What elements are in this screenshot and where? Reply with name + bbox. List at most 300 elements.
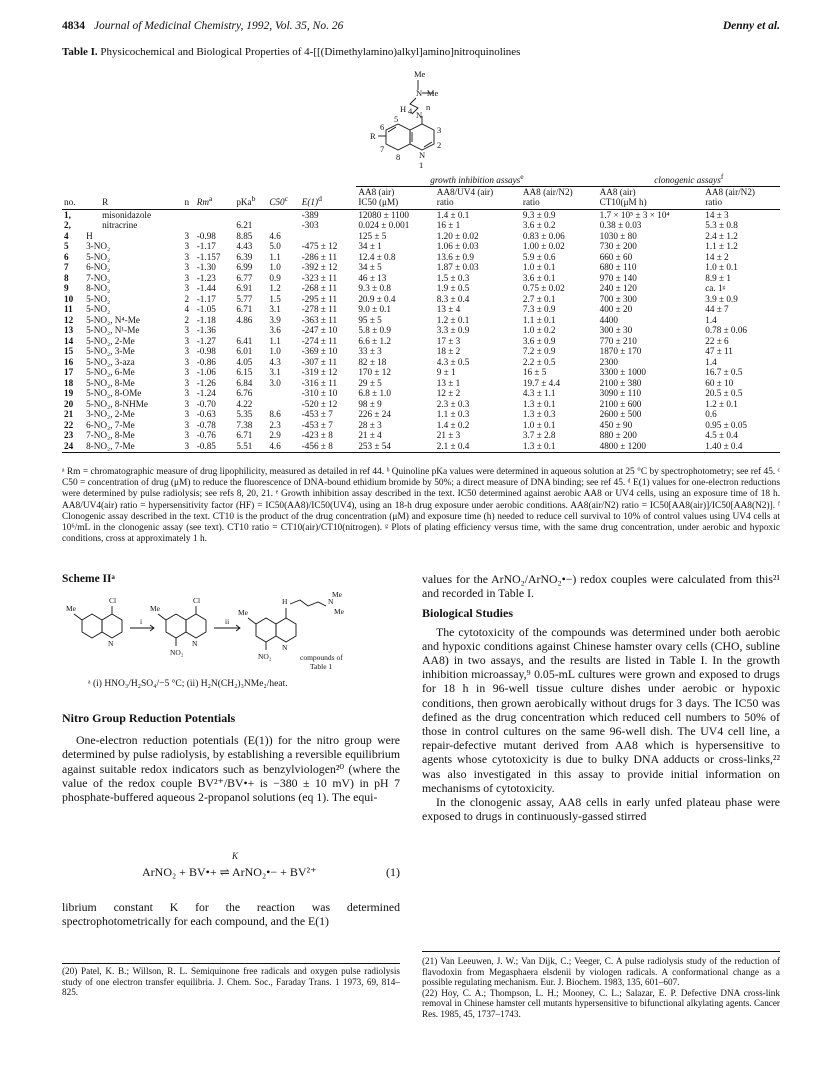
cell-c50: 1.1 bbox=[269, 335, 281, 346]
cell-ct10: 3300 ± 1000 bbox=[599, 367, 646, 378]
cell-no: 11 bbox=[64, 304, 73, 315]
cell-rm: -0.70 bbox=[196, 398, 216, 409]
cell-anoxic-ratio: 3.6 ± 0.2 bbox=[522, 220, 556, 231]
col-ct: AA8 (air) CT10(μM h) bbox=[598, 186, 704, 209]
cell-n: 2 bbox=[184, 314, 190, 325]
cell-hf-ratio: 4.3 ± 0.5 bbox=[436, 356, 470, 367]
cell-n: 4 bbox=[184, 304, 190, 315]
cell-e1: -389 bbox=[301, 209, 319, 220]
cell-rm: -1.05 bbox=[196, 304, 216, 315]
cell-e1: -319 ± 12 bbox=[301, 367, 338, 378]
cell-anoxic-ratio: 1.3 ± 0.3 bbox=[522, 409, 556, 420]
cell-n: 3 bbox=[183, 441, 195, 453]
cell-n: 3 bbox=[184, 283, 190, 294]
col-pka: pKa$^b$ bbox=[234, 186, 267, 209]
cell-r: 5-NO₂ bbox=[86, 251, 111, 262]
cell-no: 21 bbox=[64, 409, 74, 420]
cell-anoxic-ratio: 3.6 ± 0.9 bbox=[522, 335, 556, 346]
struct-nh: N bbox=[416, 110, 423, 120]
cell-c50: 2.3 bbox=[269, 419, 281, 430]
cell-ct10: 2600 ± 500 bbox=[599, 409, 642, 420]
cell-hf-ratio: 1.4 ± 0.1 bbox=[436, 209, 470, 220]
table-row bbox=[62, 378, 780, 389]
cell-ct10: 300 ± 30 bbox=[599, 325, 633, 336]
cell-c50: 2.9 bbox=[269, 430, 281, 441]
table-label: Table I. bbox=[62, 46, 98, 58]
cell-anoxic-ratio: 1.1 ± 0.1 bbox=[522, 314, 556, 325]
table-row bbox=[62, 283, 780, 294]
cell-anoxic-ratio: 1.3 ± 0.1 bbox=[521, 441, 598, 453]
cell-hf-ratio: 1.4 ± 0.2 bbox=[436, 419, 470, 430]
cell-ct10: 970 ± 140 bbox=[599, 272, 637, 283]
cell-ct10: 4800 ± 1200 bbox=[598, 441, 704, 453]
cell-n: 3 bbox=[184, 241, 190, 252]
cell-r: 5-NO₂ bbox=[86, 304, 111, 315]
cell-r: 5-NO₂, N¹-Me bbox=[86, 325, 140, 336]
cell-ct10: 730 ± 200 bbox=[599, 241, 637, 252]
cell-rm: -1.17 bbox=[196, 241, 216, 252]
cell-ct10-ratio: 1.0 ± 0.1 bbox=[705, 262, 738, 273]
cell-ct10-ratio: 0.6 bbox=[705, 409, 717, 420]
col-c50: C50$^c$ bbox=[267, 186, 299, 209]
cell-ct10: 3090 ± 110 bbox=[599, 388, 642, 399]
table-row bbox=[62, 430, 780, 441]
struct-n: n bbox=[426, 102, 431, 112]
scheme-no2-2: NO₂ bbox=[170, 648, 184, 657]
journal-citation: Journal of Medicinal Chemistry, 1992, Vol. 35, No. 26 bbox=[93, 20, 344, 32]
cell-ct10: 660 ± 60 bbox=[599, 251, 633, 262]
cell-ic50: 125 ± 5 bbox=[358, 230, 387, 241]
scheme-h-3: H bbox=[282, 597, 288, 606]
cell-c50: 5.0 bbox=[269, 241, 281, 252]
cell-r: 5-NO₂, N⁴-Me bbox=[86, 314, 140, 325]
scheme-no2-3: NO₂ bbox=[258, 652, 272, 661]
cell-hf-ratio: 1.9 ± 0.5 bbox=[436, 283, 470, 294]
scheme-diagram bbox=[62, 590, 362, 676]
cell-r: 8-NO₂, 7-Me bbox=[84, 441, 182, 453]
cell-r: 5-NO₂, 8-OMe bbox=[86, 388, 142, 399]
cell-no: 22 bbox=[64, 419, 74, 430]
cell-ic50: 28 ± 3 bbox=[358, 419, 382, 430]
cell-ct10-ratio: 1.2 ± 0.1 bbox=[705, 398, 738, 409]
table-row bbox=[62, 336, 780, 347]
cell-ic50: 0.024 ± 0.001 bbox=[358, 220, 410, 231]
cell-n: 3 bbox=[184, 272, 190, 283]
cell-c50: 1.5 bbox=[269, 293, 281, 304]
cell-e1: -453 ± 7 bbox=[301, 419, 333, 430]
cell-r: 8-NO₂ bbox=[86, 283, 111, 294]
cell-rm: -1.24 bbox=[196, 388, 216, 399]
cell-ct10-ratio: 3.9 ± 0.9 bbox=[705, 293, 738, 304]
scheme-n-1: N bbox=[108, 639, 114, 648]
cell-ic50: 95 ± 5 bbox=[358, 314, 382, 325]
cell-e1: -268 ± 11 bbox=[301, 283, 338, 294]
cell-pka: 6.21 bbox=[236, 220, 253, 231]
cell-no: 23 bbox=[64, 430, 74, 441]
cell-anoxic-ratio: 1.3 ± 0.1 bbox=[522, 398, 556, 409]
cell-anoxic-ratio: 1.0 ± 0.2 bbox=[522, 325, 556, 336]
cell-hf-ratio: 21 ± 3 bbox=[436, 430, 461, 441]
table-row bbox=[62, 367, 780, 378]
cell-rm: -0.86 bbox=[196, 356, 216, 367]
table-row bbox=[62, 441, 780, 453]
cell-c50 bbox=[267, 399, 299, 410]
cell-ct10-ratio: 8.9 ± 1 bbox=[705, 272, 731, 283]
cell-pka: 4.86 bbox=[236, 314, 253, 325]
cell-ct10-ratio: 0.78 ± 0.06 bbox=[705, 325, 748, 336]
cell-no: 17 bbox=[64, 367, 74, 378]
cell-no: 6 bbox=[64, 251, 69, 262]
table-row bbox=[62, 420, 780, 431]
scheme-step-2: ii bbox=[225, 617, 230, 626]
cell-ic50: 226 ± 24 bbox=[358, 409, 391, 420]
cell-pka: 5.77 bbox=[236, 293, 253, 304]
cell-pka: 6.71 bbox=[236, 430, 253, 441]
cell-hf-ratio: 17 ± 3 bbox=[436, 335, 461, 346]
cell-rm: -1.30 bbox=[196, 262, 216, 273]
cell-ic50: 5.8 ± 0.9 bbox=[358, 325, 391, 336]
cell-ic50: 12080 ± 1100 bbox=[358, 209, 409, 220]
cell-rm: -1.36 bbox=[196, 325, 216, 336]
quinoline-structure bbox=[330, 68, 500, 172]
cell-r: H bbox=[86, 230, 93, 241]
cell-anoxic-ratio: 7.3 ± 0.9 bbox=[522, 304, 556, 315]
scheme-me-2: Me bbox=[150, 604, 160, 613]
cell-pka: 6.01 bbox=[236, 346, 253, 357]
struct-pos5: 5 bbox=[394, 114, 399, 124]
cell-no: 19 bbox=[64, 388, 74, 399]
cell-no: 9 bbox=[64, 283, 69, 294]
cell-hf-ratio: 1.87 ± 0.03 bbox=[436, 262, 479, 273]
cell-no: 4 bbox=[64, 230, 69, 241]
reference-21: (21) Van Leeuwen, J. W.; Van Dijk, C.; Veeger, C. A pulse radiolysis study of the reduction of flavodoxin from Megasphaera elsdenii by viologen radicals. A conformational change as a possible regulating mechanism. Eur. J. Biochem. 1983, 135, 601–607. bbox=[422, 956, 780, 988]
cell-c50 bbox=[267, 220, 299, 231]
table-row bbox=[62, 325, 780, 336]
struct-r: R bbox=[370, 131, 376, 141]
table-row bbox=[62, 357, 780, 368]
scheme-title: Scheme IIᵃ bbox=[62, 573, 115, 585]
cell-c50: 3.1 bbox=[269, 304, 281, 315]
cell-ct10-ratio: 2.4 ± 1.2 bbox=[705, 230, 738, 241]
cell-rm: -0.78 bbox=[196, 419, 216, 430]
cell-anoxic-ratio: 16 ± 5 bbox=[522, 367, 547, 378]
cell-pka: 4.43 bbox=[236, 241, 253, 252]
cell-no: 8 bbox=[64, 272, 69, 283]
cell-n bbox=[183, 220, 195, 231]
cell-n: 3 bbox=[184, 409, 190, 420]
cell-r: 3-NO₂ bbox=[86, 241, 111, 252]
cell-anoxic-ratio: 19.7 ± 4.4 bbox=[522, 377, 561, 388]
cell-e1: -453 ± 7 bbox=[301, 409, 333, 420]
cell-ct10-ratio: 22 ± 6 bbox=[705, 335, 729, 346]
cell-ic50: 9.0 ± 0.1 bbox=[358, 304, 391, 315]
cell-hf-ratio: 13 ± 4 bbox=[436, 304, 461, 315]
cell-no: 13 bbox=[64, 325, 74, 336]
cell-ic50: 12.4 ± 0.8 bbox=[358, 251, 396, 262]
table-row bbox=[62, 388, 780, 399]
cell-no: 10 bbox=[64, 293, 74, 304]
cell-c50: 3.6 bbox=[269, 325, 281, 336]
cell-ct10-ratio: 1.4 bbox=[705, 314, 717, 325]
running-authors: Denny et al. bbox=[722, 20, 780, 32]
cell-ic50: 253 ± 54 bbox=[356, 441, 434, 453]
cell-ct10: 4400 bbox=[599, 314, 618, 325]
cell-ct10-ratio: 60 ± 10 bbox=[705, 377, 734, 388]
cell-anoxic-ratio: 3.6 ± 0.1 bbox=[522, 272, 556, 283]
cell-n: 2 bbox=[184, 293, 190, 304]
cell-pka: 6.71 bbox=[236, 304, 253, 315]
cell-pka: 5.51 bbox=[234, 441, 267, 453]
cell-hf-ratio: 1.5 ± 0.3 bbox=[436, 272, 470, 283]
cell-rm: -0.98 bbox=[196, 230, 216, 241]
scheme-n-3: N bbox=[328, 597, 334, 606]
scheme-product-note-1: compounds of bbox=[300, 653, 343, 662]
cell-ic50: 170 ± 12 bbox=[358, 367, 391, 378]
cell-ic50: 20.9 ± 0.4 bbox=[358, 293, 396, 304]
cell-pka: 4.05 bbox=[236, 356, 253, 367]
cell-anoxic-ratio: 3.7 ± 2.8 bbox=[522, 430, 556, 441]
col-ic50: AA8 (air) IC50 (μM) bbox=[356, 186, 434, 209]
cell-anoxic-ratio: 1.0 ± 0.1 bbox=[522, 262, 556, 273]
cell-c50: 3.1 bbox=[269, 367, 281, 378]
cell-hf-ratio: 1.06 ± 0.03 bbox=[436, 241, 479, 252]
cell-r: 3-NO₂, 2-Me bbox=[86, 409, 135, 420]
struct-pos6: 6 bbox=[380, 122, 385, 132]
cell-no: 16 bbox=[64, 356, 74, 367]
table-row bbox=[62, 304, 780, 315]
cell-n: 3 bbox=[184, 419, 190, 430]
cell-c50: 0.9 bbox=[269, 272, 281, 283]
table-row bbox=[62, 315, 780, 326]
footnote-rule-right bbox=[422, 951, 780, 952]
cell-pka: 8.85 bbox=[236, 230, 253, 241]
section-heading-bio: Biological Studies bbox=[422, 606, 514, 621]
cell-hf-ratio: 12 ± 2 bbox=[436, 388, 461, 399]
cell-ct10: 700 ± 300 bbox=[599, 293, 637, 304]
paragraph-nitro-1: One-electron reduction potentials (E(1)) for the nitro group were determined by pulse radiolysis, by establishing a reversible equilibrium against suitable redox indicators such as benzylviologen²⁰ (where the value of the redox couple BV²⁺/BV•+ is −380 ± 10 mV) in pH 7 phosphate-buffered aqueous 2-propanol solutions (eq 1). The equi- bbox=[62, 733, 400, 805]
page-number: 4834 bbox=[62, 20, 85, 32]
cell-n bbox=[183, 209, 195, 220]
cell-ct10-ratio: 47 ± 11 bbox=[705, 346, 733, 357]
cell-c50: 3.0 bbox=[269, 377, 281, 388]
cell-rm: -1.23 bbox=[196, 272, 216, 283]
cell-n: 3 bbox=[184, 335, 190, 346]
cell-ct10: 400 ± 20 bbox=[599, 304, 633, 315]
cell-ic50: 21 ± 4 bbox=[358, 430, 382, 441]
col-r: R bbox=[84, 186, 182, 209]
cell-e1: -295 ± 11 bbox=[301, 293, 338, 304]
cell-e1: -423 ± 8 bbox=[301, 430, 333, 441]
cell-ct10-ratio: 1.40 ± 0.4 bbox=[703, 441, 780, 453]
cell-no: 14 bbox=[64, 335, 74, 346]
cell-r: 5-NO₂, 8-NHMe bbox=[86, 398, 148, 409]
cell-e1: -286 ± 11 bbox=[301, 251, 338, 262]
cell-hf-ratio: 1.1 ± 0.3 bbox=[436, 409, 470, 420]
cell-ct10: 2100 ± 600 bbox=[599, 398, 642, 409]
cell-pka: 6.77 bbox=[236, 272, 253, 283]
cell-pka bbox=[234, 209, 267, 220]
cell-e1: -274 ± 11 bbox=[301, 335, 338, 346]
cell-anoxic-ratio: 0.75 ± 0.02 bbox=[522, 283, 565, 294]
cell-rm: -1.26 bbox=[196, 377, 216, 388]
cell-ic50: 9.3 ± 0.8 bbox=[358, 283, 391, 294]
table-row bbox=[62, 409, 780, 420]
cell-ic50: 29 ± 5 bbox=[358, 377, 382, 388]
table-footnotes: ᵃ Rm = chromatographic measure of drug lipophilicity, measured as detailed in ref 44. ᵇ Quinoline pKa values were determined in aqueous solution at 25 °C by spectrophotometry; see ref 45. ᶜ C50 = concentration of drug (μM) to reduce the fluorescence of DNA-bound ethidium bromide by 50%; a direct measure of DNA binding; see ref 45. ᵈ E(1) values for one-electron reductions were determined by pulse radiolysis; see refs 8, 20, 21. ᵉ Growth inhibition assay described in the text. IC50 determined against aerobic AA8 or UV4 cells, using an exposure time of 18 h. AA8/UV4(air) ratio = hypersensitivity factor (HF) = IC50(AA8)/IC50(UV4), using an 18-h drug exposure under aerobic conditions. AA8(air/N2) ratio = IC50[AA8(air)]/IC50[AA8(N2)]. ᶠ Clonogenic assay described in the text. CT10 is the product of the drug concentration (μM) and exposure time (h) needed to reduce cell survival to 10% of control values using UV4 cells at 10⁶/mL in the clonogenic assay (see text). CT10 ratio = CT10(air)/CT10(nitrogen). ᵍ Plots of plating efficiency versus time, with the same drug concentration, under aerobic and hypoxic conditions, cross at approximately 1 h. bbox=[62, 467, 780, 545]
cell-ct10-ratio: 16.7 ± 0.5 bbox=[705, 367, 743, 378]
cell-ic50: 34 ± 5 bbox=[358, 262, 382, 273]
cell-e1: -307 ± 11 bbox=[301, 356, 338, 367]
left-column-cont bbox=[62, 900, 400, 928]
cell-rm: -1.17 bbox=[196, 293, 216, 304]
cell-ct10-ratio: 1.4 bbox=[705, 356, 717, 367]
paragraph-redox: values for the ArNO₂/ArNO₂•−) redox couples were calculated from this²¹ and recorded in Table I. bbox=[422, 572, 780, 601]
table-row bbox=[62, 209, 780, 220]
cell-hf-ratio: 1.20 ± 0.02 bbox=[436, 230, 479, 241]
equation-body: ArNO₂ + BV•+ ⇌ ArNO₂•− + BV²⁺ bbox=[142, 865, 317, 879]
col-no: no. bbox=[62, 186, 84, 209]
cell-e1: -247 ± 10 bbox=[301, 325, 338, 336]
cell-n: 3 bbox=[184, 398, 190, 409]
cell-hf-ratio: 3.3 ± 0.9 bbox=[436, 325, 470, 336]
cell-rm: -1.06 bbox=[196, 367, 216, 378]
cell-r: 5-NO₂, 6-Me bbox=[86, 367, 135, 378]
cell-no: 20 bbox=[64, 398, 74, 409]
struct-pos2: 2 bbox=[437, 140, 442, 150]
cell-ic50: 6.8 ± 1.0 bbox=[358, 388, 391, 399]
cell-hf-ratio: 16 ± 1 bbox=[436, 220, 461, 231]
cell-anoxic-ratio: 2.7 ± 0.1 bbox=[522, 293, 556, 304]
scheme-cl-2: Cl bbox=[193, 596, 201, 605]
cell-ct10-ratio: 14 ± 2 bbox=[705, 251, 729, 262]
cell-c50: 1.0 bbox=[269, 346, 281, 357]
table-row bbox=[62, 262, 780, 273]
cell-rm: -0.85 bbox=[195, 441, 235, 453]
references-right bbox=[422, 956, 780, 1020]
table-caption bbox=[62, 46, 782, 59]
cell-no: 12 bbox=[64, 314, 74, 325]
cell-e1: -369 ± 10 bbox=[301, 346, 338, 357]
struct-n-me: N−Me bbox=[416, 88, 439, 98]
cell-pka: 6.15 bbox=[236, 367, 253, 378]
cell-ic50: 46 ± 13 bbox=[358, 272, 387, 283]
cell-ct10-ratio: 0.95 ± 0.05 bbox=[705, 419, 748, 430]
cell-ct10: 1870 ± 170 bbox=[599, 346, 642, 357]
cell-r: 7-NO₂ bbox=[86, 272, 111, 283]
table-title: Physicochemical and Biological Properties of 4-[[(Dimethylamino)alkyl]amino]nitroquinolines bbox=[100, 46, 521, 58]
struct-pos7: 7 bbox=[380, 144, 385, 154]
cell-rm: -0.76 bbox=[196, 430, 216, 441]
scheme-cl-1: Cl bbox=[109, 596, 117, 605]
cell-e1: -310 ± 10 bbox=[301, 388, 338, 399]
cell-pka: 4.22 bbox=[236, 398, 253, 409]
cell-ct10: 0.38 ± 0.03 bbox=[599, 220, 642, 231]
cell-pka: 7.38 bbox=[236, 419, 253, 430]
cell-hf-ratio: 2.1 ± 0.4 bbox=[435, 441, 521, 453]
cell-no: 7 bbox=[64, 262, 69, 273]
cell-ic50: 33 ± 3 bbox=[358, 346, 382, 357]
cell-no: 24 bbox=[62, 441, 84, 453]
cell-ct10-ratio: 44 ± 7 bbox=[705, 304, 729, 315]
cell-c50: 1.0 bbox=[269, 262, 281, 273]
table-row bbox=[62, 231, 780, 242]
table-row bbox=[62, 399, 780, 410]
cell-n: 3 bbox=[184, 430, 190, 441]
cell-ic50: 34 ± 1 bbox=[358, 241, 382, 252]
cell-r: 5-NO₂, 2-Me bbox=[86, 335, 135, 346]
scheme-me-1: Me bbox=[66, 604, 76, 613]
cell-no: 5 bbox=[64, 241, 69, 252]
footnote-rule-left bbox=[62, 963, 400, 964]
cell-ct10-ratio: 14 ± 3 bbox=[705, 209, 729, 220]
cell-hf-ratio: 9 ± 1 bbox=[436, 367, 456, 378]
cell-n: 3 bbox=[184, 388, 190, 399]
cell-r: nitracrine bbox=[102, 220, 138, 231]
cell-no: 2, bbox=[64, 220, 71, 231]
scheme-me-3: Me bbox=[238, 608, 248, 617]
reference-22: (22) Hoy, C. A.; Thompson, L. H.; Mooney, C. L.; Salazar, E. P. Defective DNA cross-link removal in Chinese hamster cell mutants hypersensitive to bifunctional alkylating agents. Cancer Res. 1985, 45, 1737–1743. bbox=[422, 987, 780, 1019]
scheme-product-note-2: Table 1 bbox=[310, 662, 333, 671]
cell-rm: -1.44 bbox=[196, 283, 216, 294]
table-row bbox=[62, 241, 780, 252]
cell-rm: -1.27 bbox=[196, 335, 216, 346]
cell-no: 15 bbox=[64, 346, 74, 357]
struct-pos1: 1 bbox=[419, 160, 424, 170]
col-e1: $E(1)^d$ bbox=[300, 186, 357, 209]
cell-ic50: 82 ± 18 bbox=[358, 356, 387, 367]
struct-pos4: 4 bbox=[408, 106, 413, 116]
cell-pka: 6.84 bbox=[236, 377, 253, 388]
col-ct-ratio: AA8 (air/N2) ratio bbox=[703, 186, 780, 209]
cell-e1: -363 ± 11 bbox=[301, 314, 338, 325]
cell-anoxic-ratio: 4.3 ± 1.1 bbox=[522, 388, 556, 399]
paragraph-bio-2: In the clonogenic assay, AA8 cells in early unfed plateau phase were exposed to drugs in continuously-gassed stirred bbox=[422, 795, 780, 824]
cell-hf-ratio: 13 ± 1 bbox=[436, 377, 461, 388]
cell-n: 3 bbox=[184, 325, 190, 336]
cell-rm bbox=[195, 209, 235, 220]
paragraph-bio-1: The cytotoxicity of the compounds was determined under both aerobic and hypoxic conditions against Chinese hamster ovary cells (CHO, subline AA8) in two assays, and the results are listed in Table I. In the growth inhibition microassay,⁹ 0.05-mL cultures were grown and exposed to drugs for 18 h in 96-well tissue culture dishes under aerobic or hypoxic conditions, then grown aerobically without drugs for 3 days. The IC50 was defined as the drug concentration which reduced cell numbers to 50% of those in control cultures on the same 96-well dish. The UV4 cell line, a repair-defective mutant derived from AA8 which is hypersensitive to agents whose cytotoxicity is due to bulky DNA adducts or cross-links,²² was also investigated in this assay to provide initial information on mechanisms of cytotoxicity. bbox=[422, 624, 780, 795]
clono-group-header: clonogenic assays$^f$ bbox=[598, 172, 780, 186]
cell-n: 3 bbox=[184, 346, 190, 357]
cell-ct10: 240 ± 120 bbox=[599, 283, 637, 294]
cell-ct10: 1.7 × 10⁵ ± 3 × 10⁴ bbox=[599, 209, 670, 220]
cell-n: 3 bbox=[184, 367, 190, 378]
scheme-step-1: i bbox=[140, 617, 143, 626]
cell-ct10-ratio: ca. 1ᵍ bbox=[705, 283, 726, 294]
cell-e1: -316 ± 11 bbox=[301, 377, 338, 388]
col-hf: AA8/UV4 (air) ratio bbox=[435, 186, 521, 209]
cell-r: 5-NO₂, 3-Me bbox=[86, 346, 135, 357]
cell-c50 bbox=[267, 209, 299, 220]
growth-group-header: growth inhibition assays$^e$ bbox=[356, 172, 597, 186]
cell-anoxic-ratio: 5.9 ± 0.6 bbox=[522, 251, 556, 262]
cell-n: 3 bbox=[184, 262, 190, 273]
cell-c50: 3.9 bbox=[269, 314, 281, 325]
cell-no: 18 bbox=[64, 377, 74, 388]
cell-ct10: 450 ± 90 bbox=[599, 419, 633, 430]
right-column bbox=[422, 572, 780, 823]
cell-rm: -1.18 bbox=[196, 314, 216, 325]
struct-ring-n: N bbox=[419, 150, 426, 160]
cell-e1: -456 ± 8 bbox=[300, 441, 357, 453]
cell-c50: 1.1 bbox=[269, 251, 281, 262]
data-table bbox=[62, 172, 780, 453]
scheme-conditions: ᵃ (i) HNO₃/H₂SO₄/−5 °C; (ii) H₂N(CH₂)₃NMe₂/heat. bbox=[88, 679, 288, 689]
cell-hf-ratio: 8.3 ± 0.4 bbox=[436, 293, 470, 304]
equation-1 bbox=[62, 851, 400, 885]
cell-e1: -475 ± 12 bbox=[301, 241, 338, 252]
cell-rm: -0.98 bbox=[196, 346, 216, 357]
